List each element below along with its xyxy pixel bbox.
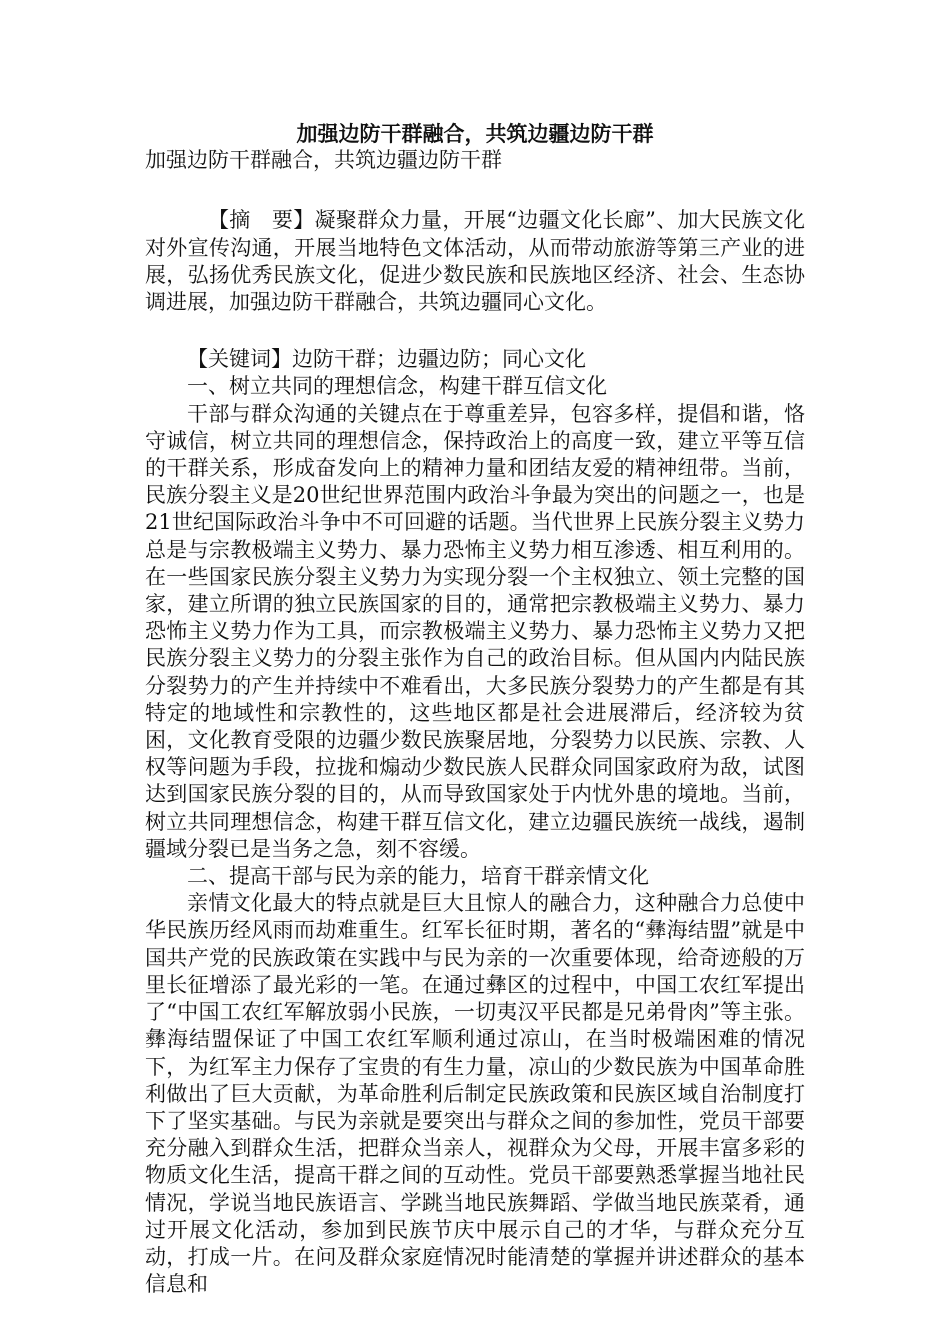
abstract-paragraph: 【摘 要】凝聚群众力量，开展“边疆文化长廊”、加大民族文化对外宣传沟通，开展当地特色文体活动，从而带动旅游等第三产业的进展，弘扬优秀民族文化，促进少数民族和民族地区经济、社会、生态协调进展，加强边防干群融合，共筑边疆同心文化。 bbox=[145, 208, 805, 315]
document-title: 加强边防干群融合，共筑边疆边防干群 bbox=[296, 121, 654, 146]
document-subtitle: 加强边防干群融合，共筑边疆边防干群 bbox=[145, 148, 502, 173]
keywords-line: 【关键词】边防干群；边疆边防；同心文化 bbox=[187, 347, 586, 372]
spacer bbox=[145, 174, 805, 207]
section-1-heading: 一、树立共同的理想信念，构建干群互信文化 bbox=[187, 374, 607, 399]
section-1-paragraph: 干部与群众沟通的关键点在于尊重差异，包容多样，提倡和谐，恪守诚信，树立共同的理想信念，保持政治上的高度一致，建立平等互信的干群关系，形成奋发向上的精神力量和团结友爱的精神纽带。当前，民族分裂主义是20世纪世界范围内政治斗争最为突出的问题之一，也是21世纪国际政治斗争中不可回避的话题。当代世界上民族分裂主义势力总是与宗教极端主义势力、暴力恐怖主义势力相互渗透、相互利用的。在一些国家民族分裂主义势力为实现分裂一个主权独立、领土完整的国家，建立所谓的独立民族国家的目的，通常把宗教极端主义势力、暴力恐怖主义势力作为工具，而宗教极端主义势力、暴力恐怖主义势力又把民族分裂主义势力的分裂主张作为自己的政治目标。但从国内内陆民族分裂势力的产生并持续中不难看出，大多民族分裂势力的产生都是有其特定的地域性和宗教性的，这些地区都是社会进展滞后，经济较为贫困，文化教育受限的边疆少数民族聚居地，分裂势力以民族、宗教、人权等问题为手段，拉拢和煽动少数民族人民群众同国家政府为敌，试图达到国家民族分裂的目的，从而导致国家处于内忧外患的境地。当前，树立共同理想信念，构建干群互信文化，建立边疆民族统一战线，遏制疆域分裂已是当务之急，刻不容缓。 bbox=[145, 401, 805, 861]
document-page bbox=[145, 120, 805, 1298]
spacer bbox=[145, 316, 805, 346]
section-2-paragraph: 亲情文化最大的特点就是巨大且惊人的融合力，这种融合力总使中华民族历经风雨而劫难重生。红军长征时期，著名的“彝海结盟”就是中国共产党的民族政策在实践中与民为亲的一次重要体现，给奇迹般的万里长征增添了最光彩的一笔。在通过彝区的过程中，中国工农红军提出了“中国工农红军解放弱小民族，一切夷汉平民都是兄弟骨肉”等主张。彝海结盟保证了中国工农红军顺利通过凉山，在当时极端困难的情况下，为红军主力保存了宝贵的有生力量，凉山的少数民族为中国革命胜利做出了巨大贡献，为革命胜利后制定民族政策和民族区域自治制度打下了坚实基础。与民为亲就是要突出与群众之间的参加性，党员干部要充分融入到群众生活，把群众当亲人，视群众为父母，开展丰富多彩的物质文化生活，提高干群之间的互动性。党员干部要熟悉掌握当地社民情况，学说当地民族语言、学跳当地民族舞蹈、学做当地民族菜肴，通过开展文化活动，参加到民族节庆中展示自己的才华，与群众充分互动，打成一片。在问及群众家庭情况时能清楚的掌握并讲述群众的基本信息和 bbox=[145, 891, 805, 1297]
section-2-heading: 二、提高干部与民为亲的能力，培育干群亲情文化 bbox=[187, 864, 649, 889]
